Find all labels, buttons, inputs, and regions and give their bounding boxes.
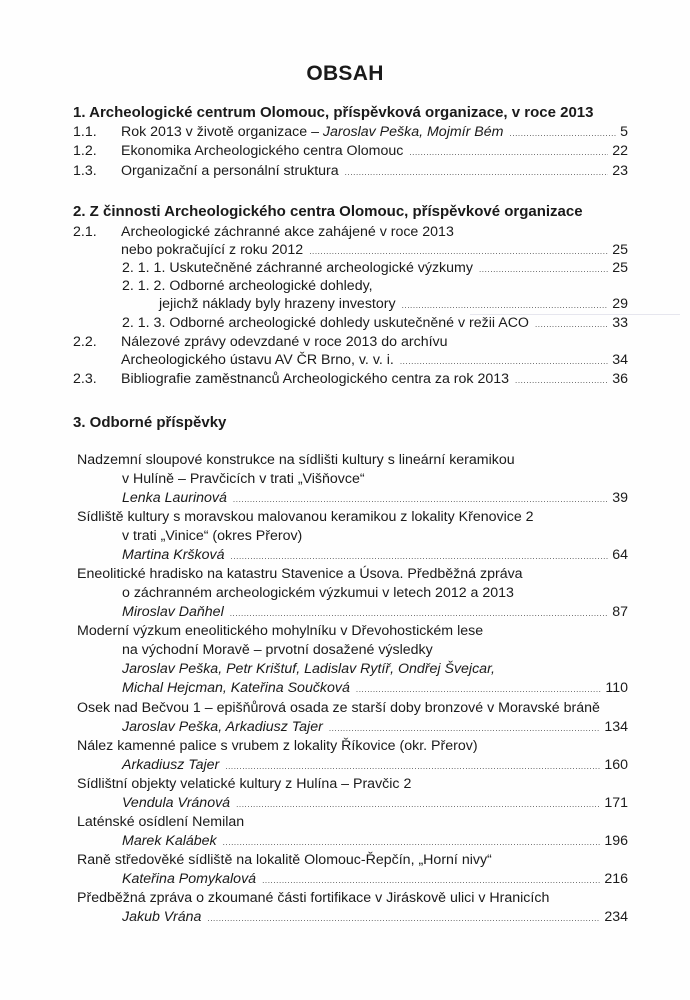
entry-title: Uskutečněné záchranné archeologické výzkumy [169, 260, 473, 276]
toc-entry-2-1-line2[interactable] [0, 241, 628, 260]
entry-title-continued: nebo pokračující z roku 2012 [121, 242, 304, 258]
dot-leader [515, 376, 608, 386]
entry-title: Nálezové zprávy odevzdané v roce 2013 do archívu [121, 334, 448, 350]
article-7-author[interactable] [0, 794, 628, 813]
article-4-title-line2[interactable] [0, 641, 628, 660]
article-title: Sídlištní objekty velatické kultury z Hulína – Pravčic 2 [77, 776, 412, 792]
article-author: Kateřina Pomykalová [122, 871, 257, 887]
article-title: Eneolitické hradisko na katastru Stavenice a Úsova. Předběžná zpráva [77, 566, 523, 582]
article-title-continued: o záchranném archeologickém výzkumui v letech 2012 a 2013 [122, 585, 514, 601]
article-author: Miroslav Daňhel [122, 604, 224, 620]
toc-entry-1-1[interactable] [0, 123, 628, 142]
page-number: 25 [612, 242, 628, 258]
entry-title: Rok 2013 v životě organizace – [121, 124, 323, 140]
article-5-title[interactable] [0, 699, 628, 718]
entry-title: Bibliografie zaměstnanců Archeologického centra za rok 2013 [121, 371, 510, 387]
article-2-title-line2[interactable] [0, 527, 628, 546]
dot-leader [225, 762, 600, 772]
section-1-heading: 1. Archeologické centrum Olomouc, příspěvková organizace, v roce 2013 [73, 104, 594, 121]
article-author: Vendula Vránová [122, 795, 231, 811]
page-number: 234 [604, 909, 628, 925]
article-1-title-line1[interactable] [0, 451, 628, 470]
toc-entry-2-1-1[interactable] [0, 259, 628, 278]
toc-entry-1-3[interactable] [0, 162, 628, 181]
entry-title: Odborné archeologické dohledy uskutečněné v režii ACO [169, 315, 529, 331]
toc-entry-1-2[interactable] [0, 142, 628, 161]
article-author: Lenka Laurinová [122, 490, 227, 506]
page-number: 33 [612, 315, 628, 331]
toc-entry-2-3[interactable] [0, 370, 628, 389]
dot-leader [230, 609, 609, 619]
article-4-authors-line2[interactable] [0, 679, 628, 698]
dot-leader [479, 265, 608, 275]
article-title: Nález kamenné palice s vrubem z lokality Říkovice (okr. Přerov) [77, 738, 478, 754]
entry-title-continued: Archeologického ústavu AV ČR Brno, v. v. i. [121, 352, 394, 368]
article-6-author[interactable] [0, 756, 628, 775]
article-3-author[interactable] [0, 603, 628, 622]
article-title-continued: v trati „Vinice“ (okres Přerov) [122, 528, 303, 544]
page-number: 110 [605, 680, 628, 696]
entry-author: Jaroslav Peška, Mojmír Bém [322, 124, 504, 140]
entry-number: 2. 1. 3. [122, 315, 166, 331]
page-number: 87 [612, 604, 628, 620]
article-title: Nadzemní sloupové konstrukce na sídlišti kultury s lineární keramikou [77, 452, 515, 468]
dot-leader [223, 838, 601, 848]
article-8-author[interactable] [0, 832, 628, 851]
section-2-heading: 2. Z činnosti Archeologického centra Olomouc, příspěvkové organizace [73, 203, 583, 220]
entry-number: 1.1. [73, 124, 97, 140]
article-title: Osek nad Bečvou 1 – epišňůrová osada ze starší doby bronzové v Moravské bráně [77, 700, 600, 716]
article-3-title-line2[interactable] [0, 584, 628, 603]
article-title-continued: na východní Moravě – prvotní dosažené výsledky [122, 642, 433, 658]
toc-entry-2-2-line2[interactable] [0, 351, 628, 370]
page-number: 34 [612, 352, 628, 368]
dot-leader [402, 301, 609, 311]
article-4-title-line1[interactable] [0, 622, 628, 641]
dot-leader [262, 876, 600, 886]
article-9-title[interactable] [0, 851, 628, 870]
article-title: Moderní výzkum eneolitického mohylníku v Dřevohostickém lese [77, 623, 484, 639]
article-author: Arkadiusz Tajer [122, 757, 220, 773]
article-title: Raně středověké sídliště na lokalitě Olomouc-Řepčín, „Horní nivy“ [77, 852, 492, 868]
page-number: 196 [604, 833, 628, 849]
dot-leader [356, 685, 601, 695]
page-number: 160 [604, 757, 628, 773]
dot-leader [535, 320, 608, 330]
page-number: 5 [620, 124, 628, 140]
dot-leader [233, 495, 608, 505]
page-number: 23 [612, 163, 628, 179]
dot-leader [409, 148, 608, 158]
entry-title: Archeologické záchranné akce zahájené v roce 2013 [121, 224, 454, 240]
entry-title: Ekonomika Archeologického centra Olomouc [121, 143, 404, 159]
dot-leader [207, 914, 600, 924]
toc-entry-2-1-2-line1[interactable] [0, 277, 628, 296]
article-author: Michal Hejcman, Kateřina Součková [122, 680, 350, 696]
page-number: 29 [612, 296, 628, 312]
entry-number: 2. 1. 2. [122, 278, 166, 294]
toc-entry-2-1-line1[interactable] [0, 223, 628, 242]
page-number: 171 [604, 795, 628, 811]
page-number: 134 [604, 719, 628, 735]
page-number: 22 [612, 143, 628, 159]
article-5-author[interactable] [0, 718, 628, 737]
entry-number: 2.2. [73, 334, 97, 350]
entry-title: Organizační a personální struktura [121, 163, 339, 179]
toc-entry-2-2-line1[interactable] [0, 333, 628, 352]
article-title: Předběžná zpráva o zkoumané části fortifikace v Jiráskově ulici v Hranicích [77, 890, 550, 906]
entry-number: 1.2. [73, 143, 97, 159]
entry-number: 1.3. [73, 163, 97, 179]
toc-entry-2-1-2-line2[interactable] [0, 295, 628, 314]
entry-number: 2. 1. 1. [122, 260, 166, 276]
entry-number: 2.1. [73, 224, 97, 240]
section-3-heading: 3. Odborné příspěvky [73, 414, 227, 431]
article-title: Laténské osídlení Nemilan [77, 814, 245, 830]
article-author: Jaroslav Peška, Arkadiusz Tajer [122, 719, 323, 735]
dot-leader [309, 247, 608, 257]
article-author: Jaroslav Peška, Petr Krištuf, Ladislav Rytíř, Ondřej Švejcar, [122, 661, 495, 677]
article-6-title[interactable] [0, 737, 628, 756]
article-4-authors-line1[interactable] [0, 660, 628, 679]
article-2-title-line1[interactable] [0, 508, 628, 527]
page-number: 25 [612, 260, 628, 276]
page-number: 216 [604, 871, 628, 887]
page-number: 39 [612, 490, 628, 506]
article-title: Sídliště kultury s moravskou malovanou keramikou z lokality Křenovice 2 [77, 509, 534, 525]
article-author: Jakub Vrána [122, 909, 202, 925]
dot-leader [236, 800, 600, 810]
page-title: OBSAH [306, 62, 384, 85]
article-7-title[interactable] [0, 775, 628, 794]
article-1-title-line2[interactable] [0, 470, 628, 489]
toc-entry-2-1-3[interactable] [0, 314, 628, 333]
article-3-title-line1[interactable] [0, 565, 628, 584]
article-10-author[interactable] [0, 908, 628, 927]
page-number: 64 [612, 547, 628, 563]
article-8-title[interactable] [0, 813, 628, 832]
dot-leader [345, 168, 609, 178]
dot-leader [329, 724, 601, 734]
article-author: Marek Kalábek [122, 833, 217, 849]
entry-number: 2.3. [73, 371, 97, 387]
dot-leader [400, 357, 608, 367]
page-number: 36 [612, 371, 628, 387]
article-2-author[interactable] [0, 546, 628, 565]
article-10-title[interactable] [0, 889, 628, 908]
article-9-author[interactable] [0, 870, 628, 889]
article-1-author[interactable] [0, 489, 628, 508]
article-title-continued: v Hulíně – Pravčicích v trati „Višňovce“ [122, 471, 365, 487]
entry-title: Odborné archeologické dohledy, [169, 278, 373, 294]
entry-title-continued: jejichž náklady byly hrazeny investory [159, 296, 396, 312]
dot-leader [509, 129, 616, 139]
article-author: Martina Kršková [122, 547, 225, 563]
dot-leader [231, 552, 609, 562]
